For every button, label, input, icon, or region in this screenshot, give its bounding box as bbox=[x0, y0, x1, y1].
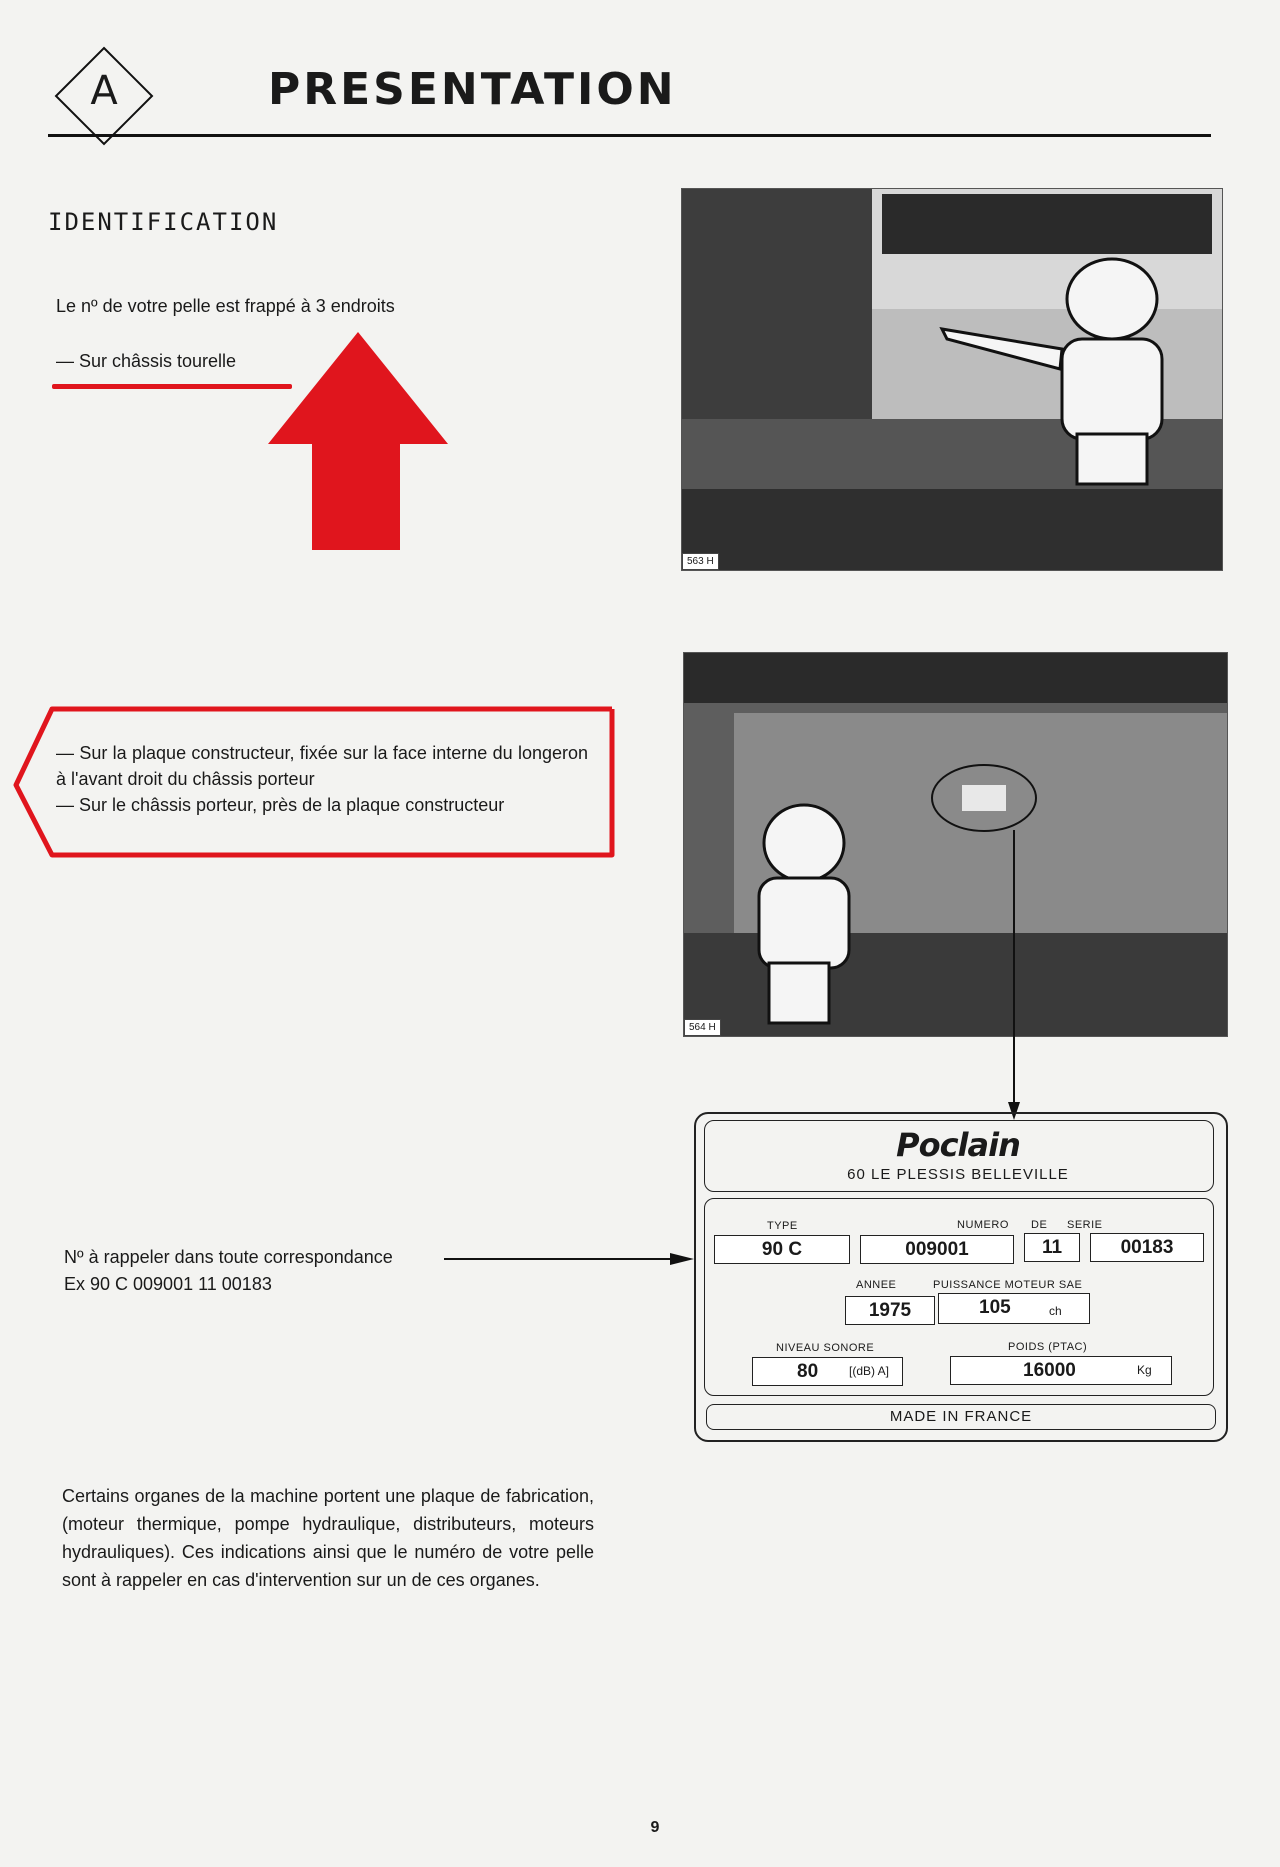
de-value: 11 bbox=[1024, 1233, 1080, 1262]
location-1-text: — Sur châssis tourelle bbox=[56, 351, 237, 371]
organs-paragraph: Certains organes de la machine portent une plaque de fabrication, (moteur thermique, pompe hydraulique, distributeurs, moteurs hydrauliques). Ces indications ainsi que le numéro de votre pelle sont à rappeler en cas d'intervention sur un de ces organes. bbox=[62, 1486, 594, 1590]
manufacturer-address: 60 LE PLESSIS BELLEVILLE bbox=[847, 1166, 1069, 1183]
niveau-sonore-label: NIVEAU SONORE bbox=[776, 1342, 875, 1354]
location-2-text: — Sur la plaque constructeur, fixée sur la face interne du longeron à l'avant droit du châssis porteur bbox=[56, 743, 588, 789]
puissance-label: PUISSANCE MOTEUR SAE bbox=[933, 1279, 1083, 1291]
serie-value: 00183 bbox=[1090, 1233, 1204, 1262]
numero-value: 009001 bbox=[860, 1235, 1014, 1264]
serie-label: SERIE bbox=[1067, 1219, 1103, 1231]
de-label: DE bbox=[1031, 1219, 1048, 1231]
brand-logo: Poclain bbox=[896, 1126, 1020, 1164]
down-pointer-arrow-icon bbox=[1008, 830, 1020, 1120]
reference-example: Ex 90 C 009001 11 00183 bbox=[64, 1274, 272, 1294]
title-divider bbox=[48, 134, 1211, 137]
photo-turret-chassis bbox=[681, 188, 1223, 571]
poids-unit: Kg bbox=[1137, 1363, 1152, 1377]
poids-box bbox=[950, 1356, 1172, 1385]
photo-undercarriage-chassis bbox=[683, 652, 1228, 1037]
red-underline bbox=[52, 384, 292, 389]
niveau-sonore-value: 80 bbox=[797, 1361, 819, 1382]
photo-1-label: 563 H bbox=[682, 553, 719, 570]
page-title: PRESENTATION bbox=[268, 64, 677, 115]
annee-value: 1975 bbox=[845, 1296, 935, 1325]
puissance-value: 105 bbox=[979, 1297, 1011, 1318]
section-heading: IDENTIFICATION bbox=[48, 208, 279, 236]
type-value: 90 C bbox=[714, 1235, 850, 1264]
locations-callout-text bbox=[56, 740, 588, 818]
niveau-sonore-box bbox=[752, 1357, 903, 1386]
niveau-sonore-unit: [(dB) A] bbox=[849, 1364, 890, 1378]
made-in-france: MADE IN FRANCE bbox=[706, 1404, 1216, 1430]
puissance-unit: ch bbox=[1049, 1304, 1062, 1318]
right-arrow-icon bbox=[444, 1253, 694, 1265]
numero-label: NUMERO bbox=[957, 1219, 1009, 1231]
turret-photo-illustration bbox=[682, 189, 1222, 570]
photo-2-label: 564 H bbox=[684, 1019, 721, 1036]
annee-label: ANNEE bbox=[856, 1279, 897, 1291]
type-label: TYPE bbox=[767, 1220, 798, 1232]
red-up-arrow-icon bbox=[266, 330, 450, 552]
location-3-text: — Sur le châssis porteur, près de la plaque constructeur bbox=[56, 795, 505, 815]
reference-number-text bbox=[64, 1244, 393, 1298]
intro-text: Le nº de votre pelle est frappé à 3 endroits bbox=[56, 296, 395, 316]
poids-value: 16000 bbox=[1023, 1360, 1076, 1381]
poids-label: POIDS (PTAC) bbox=[1008, 1341, 1088, 1353]
reference-line-1: Nº à rappeler dans toute correspondance bbox=[64, 1247, 393, 1267]
puissance-box bbox=[938, 1293, 1090, 1324]
undercarriage-photo-illustration bbox=[684, 653, 1227, 1036]
page-number: 9 bbox=[650, 1819, 660, 1836]
section-letter: A bbox=[90, 68, 118, 114]
